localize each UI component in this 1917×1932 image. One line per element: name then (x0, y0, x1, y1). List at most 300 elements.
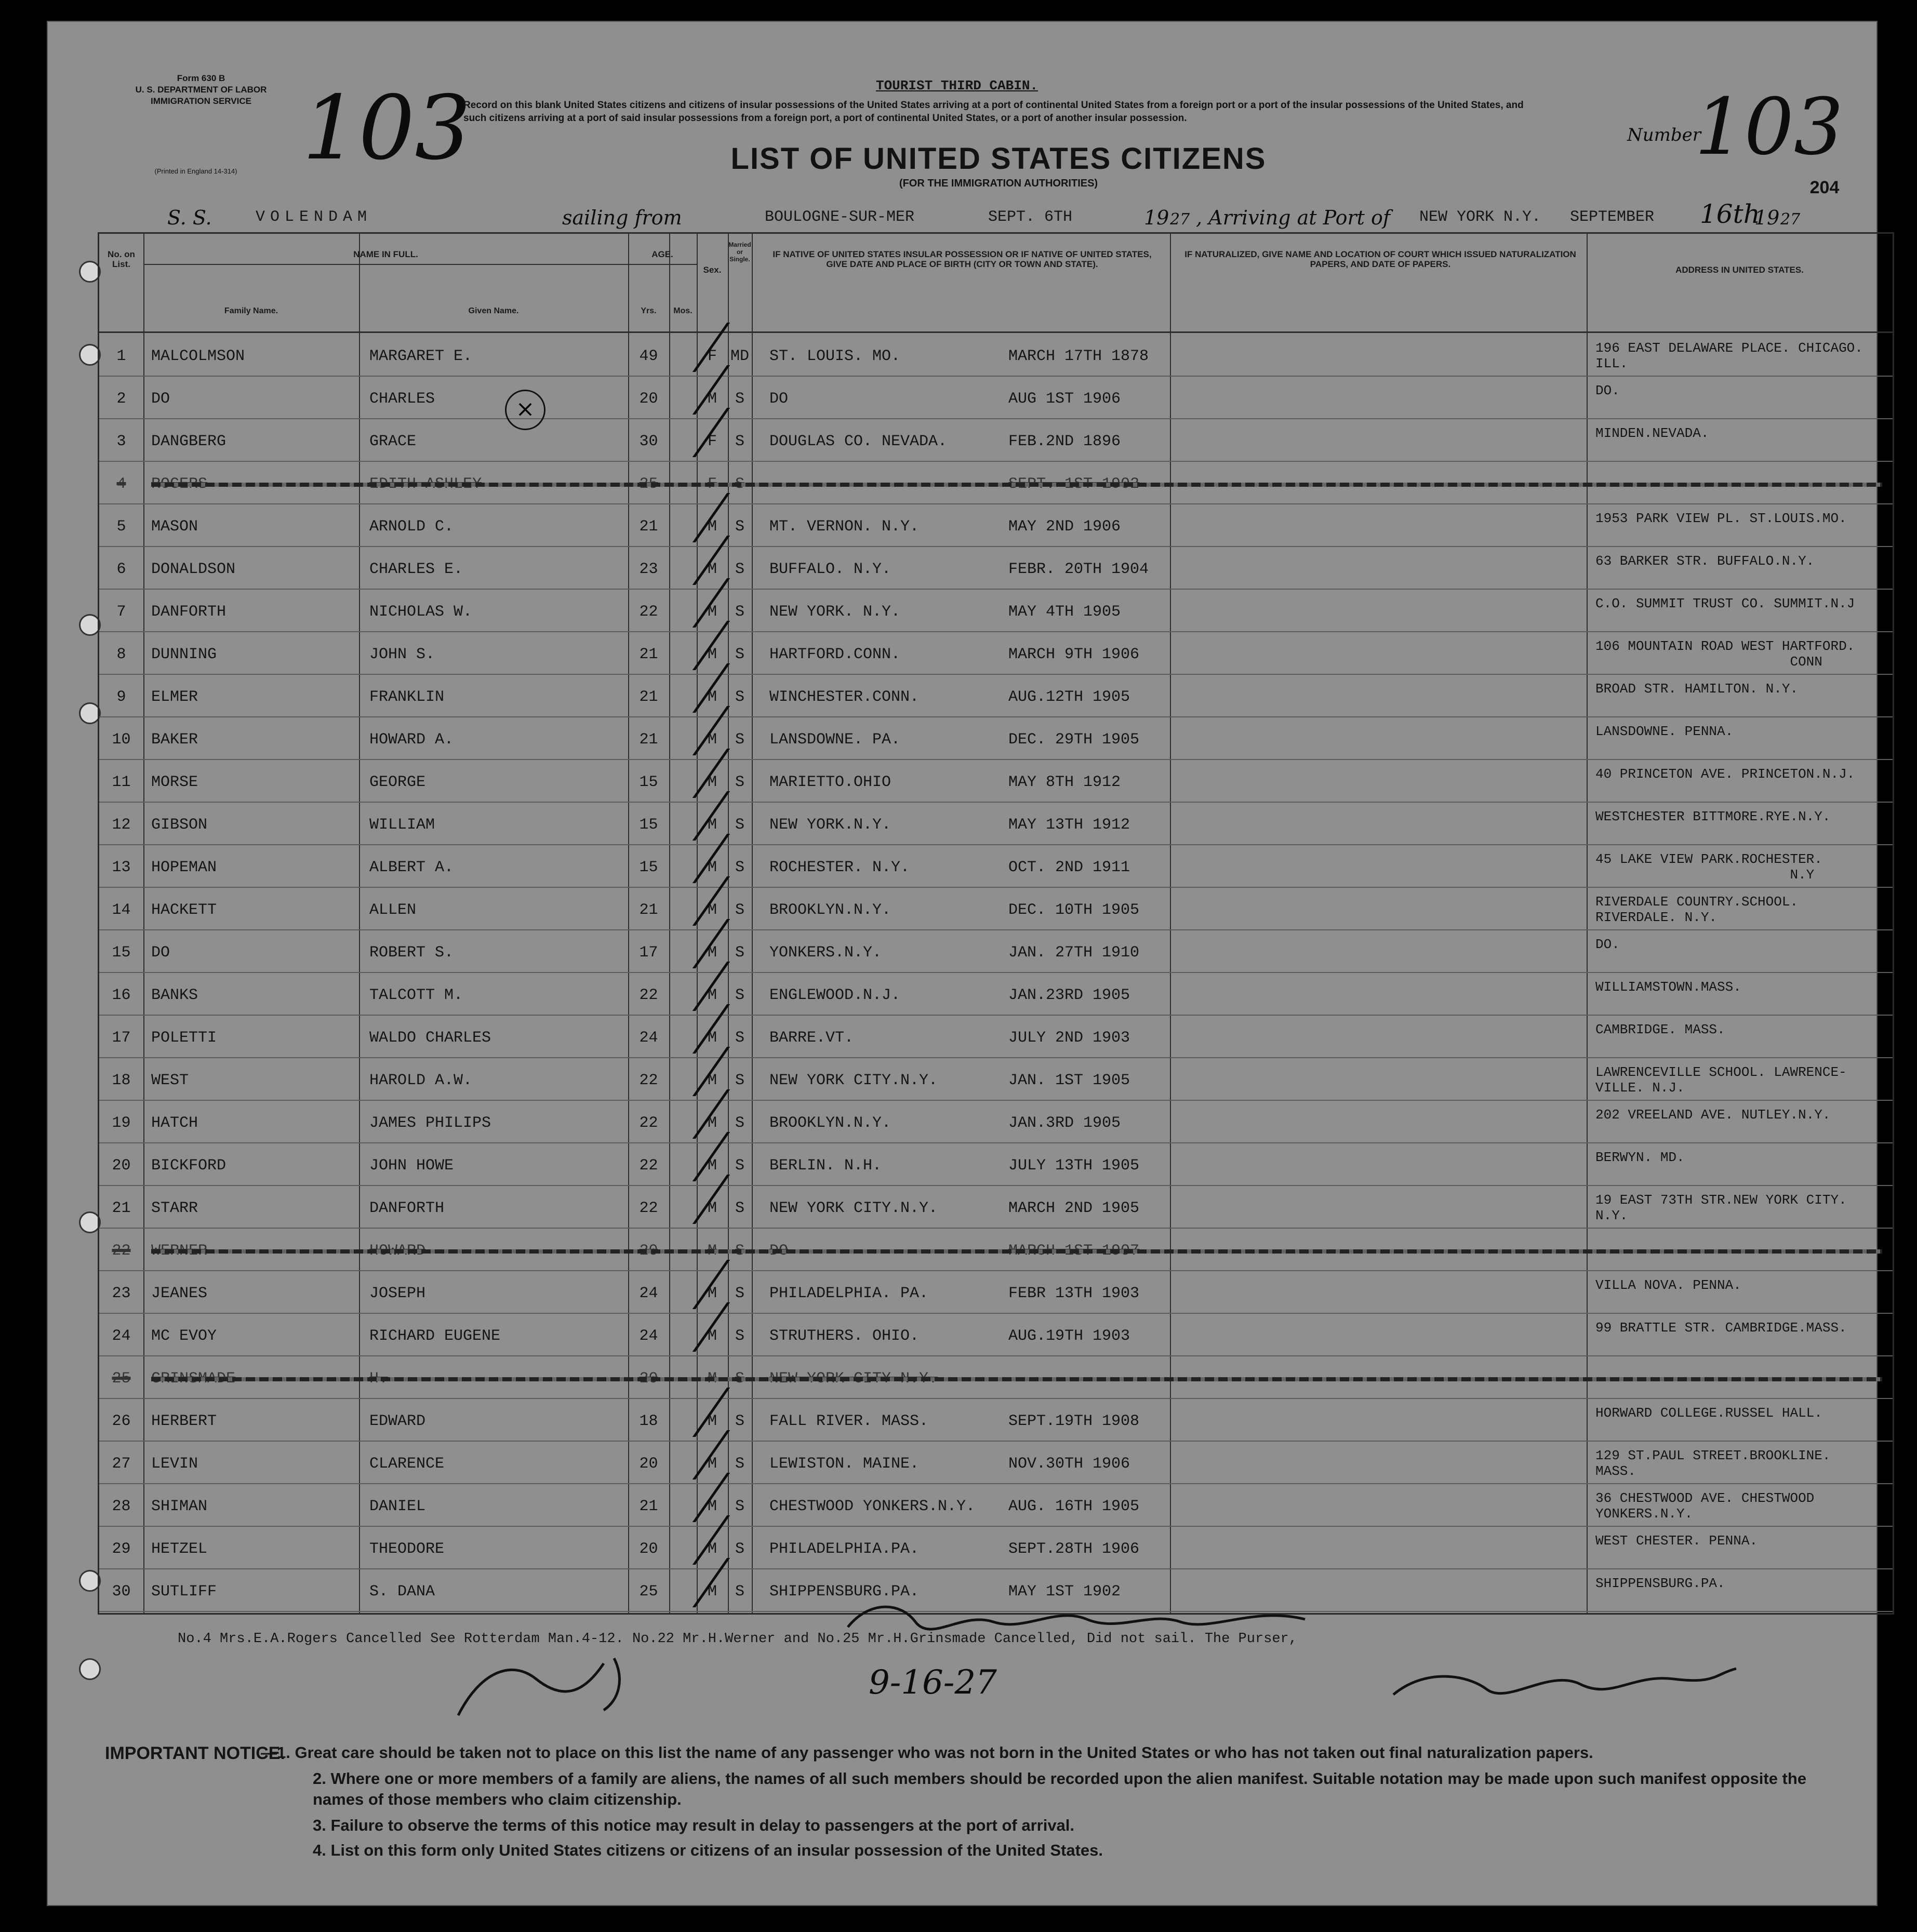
sailing-label: sailing from (562, 206, 682, 229)
passenger-table (98, 232, 1894, 1615)
cell-address: LANSDOWNE. PENNA. (1595, 724, 1734, 739)
cell-place: ST. LOUIS. MO. (769, 348, 901, 365)
cell-age: 15 (639, 859, 658, 876)
cell-family: HETZEL (151, 1540, 208, 1558)
cell-no: 26 (112, 1413, 131, 1430)
cell-no: 24 (112, 1327, 131, 1345)
cell-address: 36 CHESTWOOD AVE. CHESTWOOD YONKERS.N.Y. (1595, 1490, 1815, 1522)
notice-item: 4. List on this form only United States citizens or citizens of an insular possession of the United States. (313, 1841, 1103, 1859)
cell-sex: M (707, 1114, 717, 1132)
col-naturalized: IF NATURALIZED, GIVE NAME AND LOCATION OF COURT WHICH ISSUED NATURALIZATION PAPERS, AND DATE OF PAPERS. (1184, 249, 1576, 269)
cell-given: ARNOLD C. (369, 518, 454, 536)
cell-address: HORWARD COLLEGE.RUSSEL HALL. (1595, 1405, 1822, 1421)
cell-age: 30 (639, 433, 658, 450)
cell-place: FALL RIVER. MASS. (769, 1413, 929, 1430)
notice-title: IMPORTANT NOTICE. (105, 1743, 285, 1763)
cell-given: NICHOLAS W. (369, 603, 473, 621)
cell-date: MAY 2ND 1906 (1008, 518, 1121, 536)
table-row (99, 376, 1893, 419)
cell-sex: M (707, 944, 717, 962)
cell-sex: M (707, 1540, 717, 1558)
cell-given: CLARENCE (369, 1455, 445, 1473)
cell-place: DOUGLAS CO. NEVADA. (769, 433, 948, 450)
cell-address: 19 EAST 73TH STR.NEW YORK CITY. N.Y. (1595, 1192, 1847, 1223)
cell-age: 21 (639, 901, 658, 919)
cell-given: EDWARD (369, 1413, 426, 1430)
cell-family: POLETTI (151, 1029, 217, 1047)
cell-place: YONKERS.N.Y. (769, 944, 882, 962)
cell-given: WILLIAM (369, 816, 435, 834)
table-row (99, 418, 1893, 462)
cell-ms: S (735, 1498, 744, 1515)
cell-ms: S (735, 816, 744, 834)
departure-port: BOULOGNE-SUR-MER (765, 208, 915, 226)
form-id: Form 630 B (177, 73, 225, 83)
cell-address: BERWYN. MD. (1595, 1150, 1685, 1165)
cell-family: DONALDSON (151, 561, 236, 578)
cell-sex: M (707, 816, 717, 834)
cell-family: DO (151, 390, 170, 408)
cell-date: MAY 8TH 1912 (1008, 774, 1121, 791)
cell-family: DANGBERG (151, 433, 227, 450)
cell-sex: M (707, 1285, 717, 1302)
cell-sex: F (707, 348, 717, 365)
year-prefix: 19 (1144, 206, 1169, 229)
cell-address: 40 PRINCETON AVE. PRINCETON.N.J. (1595, 766, 1855, 782)
cell-family: MASON (151, 518, 198, 536)
cell-no: 10 (112, 731, 131, 749)
cell-family: DUNNING (151, 646, 217, 663)
cell-given: WALDO CHARLES (369, 1029, 491, 1047)
cell-address: DO. (1595, 937, 1620, 952)
cell-family: MALCOLMSON (151, 348, 245, 365)
cell-family: DO (151, 944, 170, 962)
cell-given: CHARLES (369, 390, 435, 408)
cell-no: 3 (116, 433, 126, 450)
cell-address: RIVERDALE COUNTRY.SCHOOL. RIVERDALE. N.Y. (1595, 894, 1799, 925)
cell-age: 24 (639, 1285, 658, 1302)
cell-place: ROCHESTER. N.Y. (769, 859, 910, 876)
table-row (99, 887, 1893, 930)
cell-date: JAN.3RD 1905 (1008, 1114, 1121, 1132)
cell-sex: M (707, 1455, 717, 1473)
cell-age: 21 (639, 688, 658, 706)
col-sex: Sex. (703, 265, 722, 275)
cell-sex: M (707, 731, 717, 749)
cell-date: MAY 4TH 1905 (1008, 603, 1121, 621)
printed-note: (Printed in England 14-314) (154, 167, 237, 175)
voyage-line (167, 199, 1830, 232)
cell-age: 20 (639, 1540, 658, 1558)
cell-age: 24 (639, 1327, 658, 1345)
cell-place: NEW YORK CITY.N.Y. (769, 1072, 938, 1089)
col-no: No. on List. (108, 249, 135, 269)
cell-no: 11 (112, 774, 131, 791)
cell-place: LEWISTON. MAINE. (769, 1455, 920, 1473)
notice-item: 3. Failure to observe the terms of this notice may result in delay to passengers at the port of arrival. (313, 1816, 1075, 1834)
number-value: 103 (1695, 82, 1844, 172)
table-row (99, 1313, 1893, 1356)
cell-address: 63 BARKER STR. BUFFALO.N.Y. (1595, 553, 1815, 569)
cell-age: 15 (639, 774, 658, 791)
col-married: Married or Single. (728, 241, 751, 263)
cell-place: CHESTWOOD YONKERS.N.Y. (769, 1498, 976, 1515)
cell-ms: S (735, 433, 744, 450)
cell-place: STRUTHERS. OHIO. (769, 1327, 920, 1345)
cell-given: MARGARET E. (369, 348, 473, 365)
table-row (99, 631, 1893, 675)
cell-address: 106 MOUNTAIN ROAD WEST HARTFORD. CONN (1595, 638, 1855, 670)
cell-age: 22 (639, 603, 658, 621)
table-row (99, 1057, 1893, 1101)
arrival-year-prefix: 19 (1754, 206, 1780, 229)
cell-place: MARIETTO.OHIO (769, 774, 891, 791)
cell-ms: S (735, 1413, 744, 1430)
cell-address: BROAD STR. HAMILTON. N.Y. (1595, 681, 1799, 697)
col-age: AGE. (651, 249, 673, 259)
cell-sex: M (707, 1583, 717, 1601)
cell-place: BERLIN. N.H. (769, 1157, 882, 1175)
table-body (99, 333, 1893, 1613)
cell-given: DANFORTH (369, 1200, 445, 1217)
table-row (99, 333, 1893, 377)
table-row (99, 674, 1893, 717)
cell-ms: S (735, 1200, 744, 1217)
cell-ms: S (735, 731, 744, 749)
cell-sex: M (707, 1157, 717, 1175)
cell-family: LEVIN (151, 1455, 198, 1473)
cell-date: JULY 13TH 1905 (1008, 1157, 1140, 1175)
cell-age: 22 (639, 1200, 658, 1217)
table-row (99, 1142, 1893, 1186)
cell-sex: M (707, 1072, 717, 1089)
cell-no: 27 (112, 1455, 131, 1473)
cell-date: MAY 1ST 1902 (1008, 1583, 1121, 1601)
cell-date: SEPT.19TH 1908 (1008, 1413, 1140, 1430)
cell-age: 22 (639, 1072, 658, 1089)
cell-sex: M (707, 518, 717, 536)
cell-given: S. DANA (369, 1583, 435, 1601)
table-row (99, 546, 1893, 590)
table-row (99, 1398, 1893, 1442)
cell-ms: S (735, 1114, 744, 1132)
cell-age: 24 (639, 1029, 658, 1047)
cell-family: GIBSON (151, 816, 208, 834)
year-suffix: 27 (1170, 210, 1190, 229)
cell-ms: S (735, 859, 744, 876)
cell-family: MORSE (151, 774, 198, 791)
cell-address: 99 BRATTLE STR. CAMBRIDGE.MASS. (1595, 1320, 1847, 1336)
cell-date: JAN.23RD 1905 (1008, 987, 1130, 1004)
cell-ms: S (735, 1157, 744, 1175)
purser-signature (837, 1591, 1357, 1643)
cell-ms: S (735, 1540, 744, 1558)
cell-address: SHIPPENSBURG.PA. (1595, 1576, 1725, 1591)
cell-age: 21 (639, 731, 658, 749)
col-given: Given Name. (468, 307, 519, 315)
cell-sex: M (707, 1498, 717, 1515)
cell-no: 29 (112, 1540, 131, 1558)
cell-family: ELMER (151, 688, 198, 706)
cell-given: GRACE (369, 433, 417, 450)
cell-no: 2 (116, 390, 126, 408)
col-name: NAME IN FULL. (353, 249, 418, 259)
cell-date: MARCH 2ND 1905 (1008, 1200, 1140, 1217)
cell-ms: S (735, 901, 744, 919)
cell-family: WEST (151, 1072, 189, 1089)
table-row (99, 461, 1893, 504)
cell-date: FEBR. 20TH 1904 (1008, 561, 1149, 578)
ship-name: VOLENDAM (256, 208, 372, 226)
cell-sex: M (707, 1413, 717, 1430)
table-row (99, 1015, 1893, 1058)
binder-hole (79, 1658, 101, 1680)
cell-given: ROBERT S. (369, 944, 454, 962)
cell-address: C.O. SUMMIT TRUST CO. SUMMIT.N.J (1595, 596, 1855, 611)
cell-ms: S (735, 561, 744, 578)
cell-no: 6 (116, 561, 126, 578)
cell-address: 129 ST.PAUL STREET.BROOKLINE. MASS. (1595, 1448, 1831, 1479)
cell-family: HACKETT (151, 901, 217, 919)
cell-no: 15 (112, 944, 131, 962)
cell-family: BANKS (151, 987, 198, 1004)
cell-given: CHARLES E. (369, 561, 463, 578)
cell-address: MINDEN.NEVADA. (1595, 425, 1709, 441)
cell-age: 21 (639, 518, 658, 536)
cell-date: NOV.30TH 1906 (1008, 1455, 1130, 1473)
cell-family: HATCH (151, 1114, 198, 1132)
cell-sex: M (707, 390, 717, 408)
cell-ms: S (735, 1029, 744, 1047)
manifest-sheet (47, 21, 1878, 1906)
cell-age: 23 (639, 561, 658, 578)
instruction-text: Record on this blank United States citizens and citizens of insular possessions of the United States arriving at a port of continental United States from a foreign port or a port of the insular possessions of the United States, and such citizens arriving at a port of said insular possessions from a foreign port, a port of continental United States, or a port of another insular possession. (463, 100, 1524, 124)
cell-address: LAWRENCEVILLE SCHOOL. LAWRENCE- VILLE. N.J. (1595, 1064, 1847, 1096)
cell-address: VILLA NOVA. PENNA. (1595, 1277, 1741, 1293)
cell-given: FRANKLIN (369, 688, 445, 706)
arrival-port: NEW YORK N.Y. (1419, 208, 1541, 226)
cabin-label: TOURIST THIRD CABIN. (875, 78, 1039, 94)
cell-address: 45 LAKE VIEW PARK.ROCHESTER. N.Y (1595, 851, 1822, 883)
table-row (99, 844, 1893, 888)
page-title: LIST OF UNITED STATES CITIZENS (730, 142, 1267, 176)
cell-address: WILLIAMSTOWN.MASS. (1595, 979, 1741, 995)
cell-place: MT. VERNON. N.Y. (769, 518, 920, 536)
col-family: Family Name. (224, 307, 278, 315)
cell-date: OCT. 2ND 1911 (1008, 859, 1130, 876)
strikeout-bar (151, 1377, 1882, 1381)
table-row (99, 759, 1893, 803)
strikeout-bar (151, 1249, 1882, 1254)
col-native: IF NATIVE OF UNITED STATES INSULAR POSSESSION OR IF NATIVE OF UNITED STATES, GIVE DATE AND PLACE OF BIRTH (CITY OR TOWN AND STATE). (773, 249, 1152, 269)
cell-no: 8 (116, 646, 126, 663)
cell-no: 4 (116, 475, 126, 493)
service-label: IMMIGRATION SERVICE (151, 96, 251, 106)
cell-given: THEODORE (369, 1540, 445, 1558)
cell-address: WESTCHESTER BITTMORE.RYE.N.Y. (1595, 809, 1831, 824)
arrival-year-suffix: 27 (1780, 210, 1801, 229)
department-label: U. S. DEPARTMENT OF LABOR (135, 85, 267, 95)
initials-mark (448, 1643, 645, 1731)
cell-given: JOSEPH (369, 1285, 426, 1302)
cell-given: ALLEN (369, 901, 417, 919)
cell-no: 21 (112, 1200, 131, 1217)
cell-address: 202 VREELAND AVE. NUTLEY.N.Y. (1595, 1107, 1831, 1123)
cell-no: 18 (112, 1072, 131, 1089)
cell-age: 22 (639, 1114, 658, 1132)
cell-date: AUG. 16TH 1905 (1008, 1498, 1140, 1515)
cell-no: 12 (112, 816, 131, 834)
cell-no: 13 (112, 859, 131, 876)
cell-sex: M (707, 603, 717, 621)
cell-date: SEPT.28TH 1906 (1008, 1540, 1140, 1558)
cell-address: 196 EAST DELAWARE PLACE. CHICAGO. ILL. (1595, 340, 1863, 371)
cell-age: 21 (639, 1498, 658, 1515)
cell-family: BAKER (151, 731, 198, 749)
cell-age: 25 (639, 1583, 658, 1601)
cell-no: 17 (112, 1029, 131, 1047)
cell-family: HERBERT (151, 1413, 217, 1430)
cell-given: TALCOTT M. (369, 987, 463, 1004)
departure-date: SEPT. 6TH (988, 208, 1073, 226)
cell-given: JOHN S. (369, 646, 435, 663)
cell-sex: M (707, 859, 717, 876)
cell-sex: M (707, 1327, 717, 1345)
cell-date: JAN. 27TH 1910 (1008, 944, 1140, 962)
cell-place: HARTFORD.CONN. (769, 646, 901, 663)
cell-ms: S (735, 944, 744, 962)
cell-place: PHILADELPHIA.PA. (769, 1540, 920, 1558)
cell-place: NEW YORK.N.Y. (769, 816, 891, 834)
cell-place: PHILADELPHIA. PA. (769, 1285, 929, 1302)
col-address: ADDRESS IN UNITED STATES. (1675, 265, 1804, 275)
table-row (99, 589, 1893, 632)
table-row (99, 1526, 1893, 1569)
cell-age: 20 (639, 1455, 658, 1473)
cell-ms: S (735, 390, 744, 408)
cell-address: DO. (1595, 383, 1620, 398)
cell-place: BARRE.VT. (769, 1029, 854, 1047)
cell-date: JAN. 1ST 1905 (1008, 1072, 1130, 1089)
cell-no: 7 (116, 603, 126, 621)
cell-ms: S (735, 688, 744, 706)
cell-ms: S (735, 1327, 744, 1345)
cell-ms: S (735, 1285, 744, 1302)
cell-no: 30 (112, 1583, 131, 1601)
cell-ms: S (735, 774, 744, 791)
cell-ms: S (735, 987, 744, 1004)
arrival-month: SEPTEMBER (1570, 208, 1655, 226)
table-row (99, 802, 1893, 845)
cell-no: 1 (116, 348, 126, 365)
arrival-day: 16th (1700, 199, 1760, 229)
cell-given: GEORGE (369, 774, 426, 791)
cell-ms: S (735, 603, 744, 621)
cell-family: BICKFORD (151, 1157, 227, 1175)
circled-mark: × (505, 390, 545, 430)
cell-place: BROOKLYN.N.Y. (769, 1114, 891, 1132)
arriving-label: , Arriving at Port of (1196, 206, 1390, 229)
strikeout-bar (151, 483, 1882, 487)
table-row (99, 1185, 1893, 1229)
ss-label: S. S. (167, 206, 212, 229)
officer-signature (1383, 1653, 1747, 1715)
table-row (99, 503, 1893, 547)
cell-ms: S (735, 1455, 744, 1473)
cell-no: 23 (112, 1285, 131, 1302)
cell-family: SUTLIFF (151, 1583, 217, 1601)
cell-ms: S (735, 646, 744, 663)
cell-family: HOPEMAN (151, 859, 217, 876)
cell-ms: S (735, 1072, 744, 1089)
cell-no: 16 (112, 987, 131, 1004)
cell-given: JAMES PHILIPS (369, 1114, 491, 1132)
cell-ms: S (735, 518, 744, 536)
form-identity (126, 73, 276, 107)
cell-no: 20 (112, 1157, 131, 1175)
cell-date: FEB.2ND 1896 (1008, 433, 1121, 450)
cell-no: 5 (116, 518, 126, 536)
cell-no: 9 (116, 688, 126, 706)
cell-given: JOHN HOWE (369, 1157, 454, 1175)
cell-place: DO (769, 390, 789, 408)
cell-no: 25 (112, 1370, 131, 1388)
cell-family: MC EVOY (151, 1327, 217, 1345)
cell-family: SHIMAN (151, 1498, 208, 1515)
cell-no: 22 (112, 1242, 131, 1260)
cell-given: RICHARD EUGENE (369, 1327, 501, 1345)
table-row (99, 1100, 1893, 1143)
cell-address: WEST CHESTER. PENNA. (1595, 1533, 1758, 1549)
cell-place: SHIPPENSBURG.PA. (769, 1583, 920, 1601)
cell-family: STARR (151, 1200, 198, 1217)
cell-no: 19 (112, 1114, 131, 1132)
cell-date: AUG 1ST 1906 (1008, 390, 1121, 408)
cell-place: BUFFALO. N.Y. (769, 561, 891, 578)
cell-age: 17 (639, 944, 658, 962)
col-mos: Mos. (673, 307, 693, 315)
hand-number-left: 103 (302, 77, 471, 180)
table-row (99, 716, 1893, 760)
cell-sex: M (707, 561, 717, 578)
table-row (99, 1355, 1893, 1399)
cell-date: MARCH 17TH 1878 (1008, 348, 1149, 365)
notice-item: 2. Where one or more members of a family are aliens, the names of all such members should be recorded upon the alien manifest. Suitable notation may be made upon such manifest opposite the names of those members who claim citizenship. (313, 1769, 1807, 1808)
page-subtitle: (FOR THE IMMIGRATION AUTHORITIES) (899, 178, 1098, 189)
cell-ms: S (735, 1583, 744, 1601)
table-row (99, 972, 1893, 1016)
page-stamp: 204 (1809, 178, 1840, 197)
cell-date: FEBR 13TH 1903 (1008, 1285, 1140, 1302)
table-row (99, 1441, 1893, 1484)
cell-sex: F (707, 433, 717, 450)
cell-family: DANFORTH (151, 603, 227, 621)
cell-date: AUG.19TH 1903 (1008, 1327, 1130, 1345)
cell-place: NEW YORK CITY.N.Y. (769, 1200, 938, 1217)
cell-date: MAY 13TH 1912 (1008, 816, 1130, 834)
cell-sex: M (707, 1029, 717, 1047)
cell-age: 15 (639, 816, 658, 834)
cell-sex: M (707, 987, 717, 1004)
cell-age: 18 (639, 1413, 658, 1430)
table-row (99, 1228, 1893, 1271)
table-row (99, 1270, 1893, 1314)
cell-given: HAROLD A.W. (369, 1072, 473, 1089)
cell-date: DEC. 29TH 1905 (1008, 731, 1140, 749)
cell-no: 14 (112, 901, 131, 919)
cell-place: ENGLEWOOD.N.J. (769, 987, 901, 1004)
cell-sex: M (707, 688, 717, 706)
